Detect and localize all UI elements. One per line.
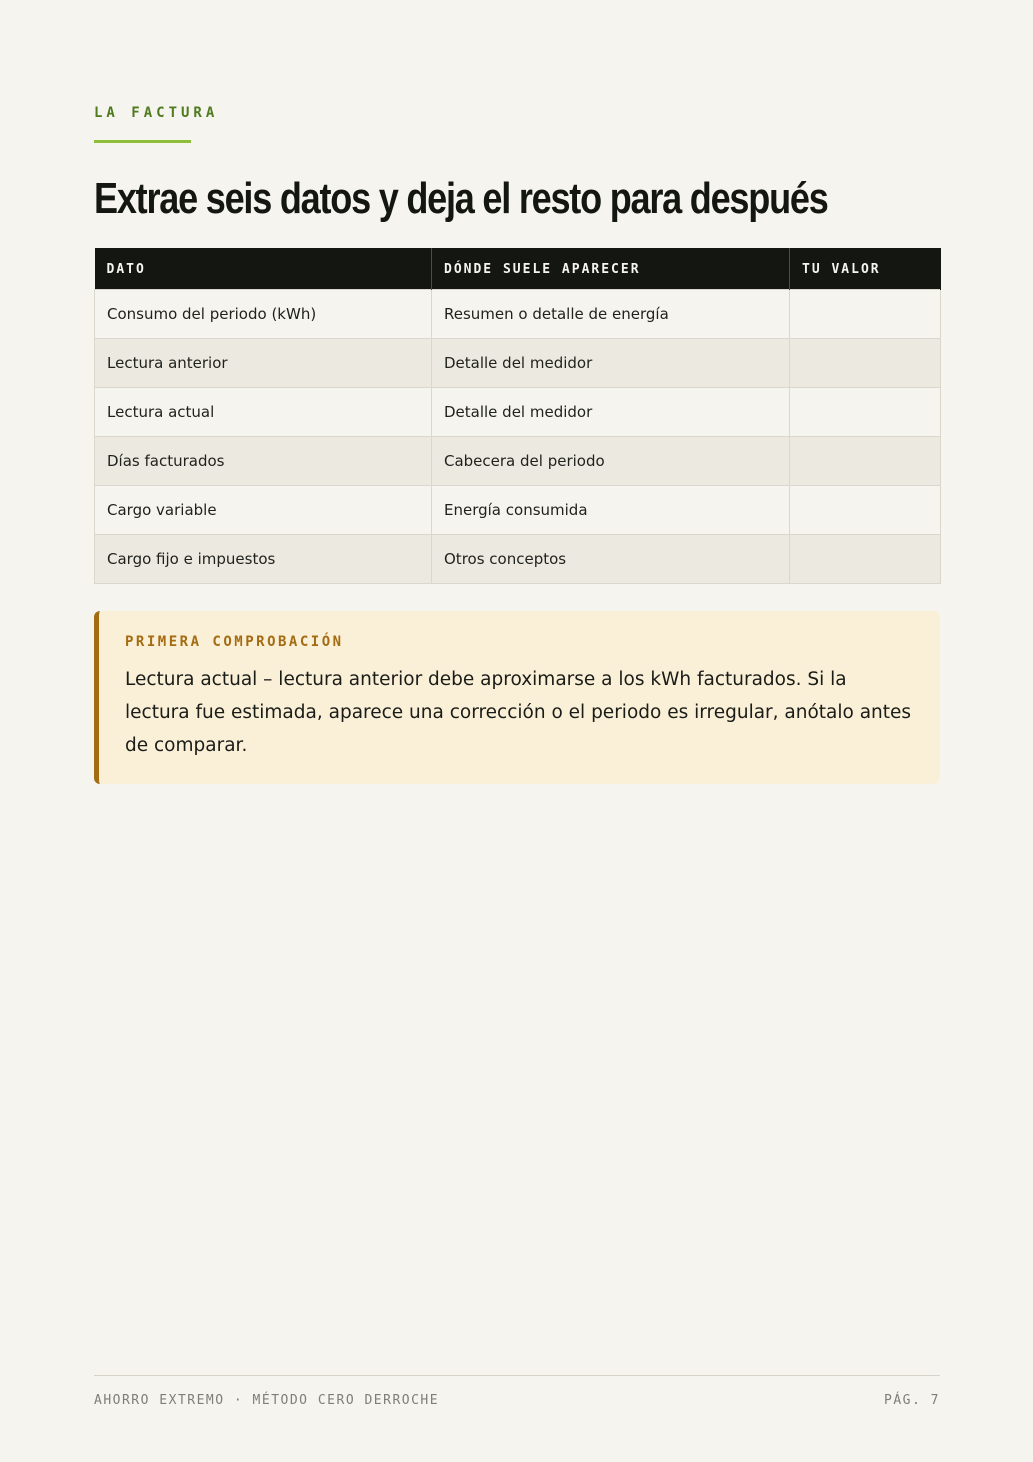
cell-valor[interactable] bbox=[790, 290, 941, 339]
cell-valor[interactable] bbox=[790, 437, 941, 486]
table-row bbox=[95, 437, 941, 486]
cell-dato: Lectura actual bbox=[95, 388, 432, 437]
cell-donde: Otros conceptos bbox=[432, 535, 790, 584]
section-label: LA FACTURA bbox=[94, 105, 219, 121]
cell-dato: Cargo variable bbox=[95, 486, 432, 535]
column-header-valor: TU VALOR bbox=[790, 249, 941, 290]
cell-dato: Lectura anterior bbox=[95, 339, 432, 388]
table-row bbox=[95, 290, 941, 339]
cell-valor[interactable] bbox=[790, 388, 941, 437]
page-title: Extrae seis datos y deja el resto para después bbox=[94, 174, 828, 223]
cell-valor[interactable] bbox=[790, 339, 941, 388]
cell-valor[interactable] bbox=[790, 486, 941, 535]
cell-donde: Detalle del medidor bbox=[432, 388, 790, 437]
callout-box bbox=[94, 611, 940, 784]
document-page bbox=[94, 0, 940, 1462]
cell-donde: Resumen o detalle de energía bbox=[432, 290, 790, 339]
data-table bbox=[94, 248, 941, 584]
cell-donde: Cabecera del periodo bbox=[432, 437, 790, 486]
footer-page-number: PÁG. 7 bbox=[884, 1393, 940, 1408]
cell-dato: Cargo fijo e impuestos bbox=[95, 535, 432, 584]
cell-valor[interactable] bbox=[790, 535, 941, 584]
cell-donde: Energía consumida bbox=[432, 486, 790, 535]
section-accent-rule bbox=[94, 140, 191, 143]
column-header-donde: DÓNDE SUELE APARECER bbox=[432, 249, 790, 290]
table-row bbox=[95, 388, 941, 437]
table-row bbox=[95, 486, 941, 535]
cell-donde: Detalle del medidor bbox=[432, 339, 790, 388]
footer-publication: AHORRO EXTREMO · MÉTODO CERO DERROCHE bbox=[94, 1393, 440, 1408]
column-header-dato: DATO bbox=[95, 249, 432, 290]
callout-text: Lectura actual – lectura anterior debe aproximarse a los kWh facturados. Si la lectura fue estimada, aparece una corrección o el periodo es irregular, anótalo antes de comparar. bbox=[125, 669, 912, 756]
cell-dato: Consumo del periodo (kWh) bbox=[95, 290, 432, 339]
table-row bbox=[95, 339, 941, 388]
cell-dato: Días facturados bbox=[95, 437, 432, 486]
footer-divider bbox=[94, 1375, 940, 1376]
table-header-row bbox=[95, 249, 941, 290]
callout-label: PRIMERA COMPROBACIÓN bbox=[125, 634, 344, 650]
table-row bbox=[95, 535, 941, 584]
